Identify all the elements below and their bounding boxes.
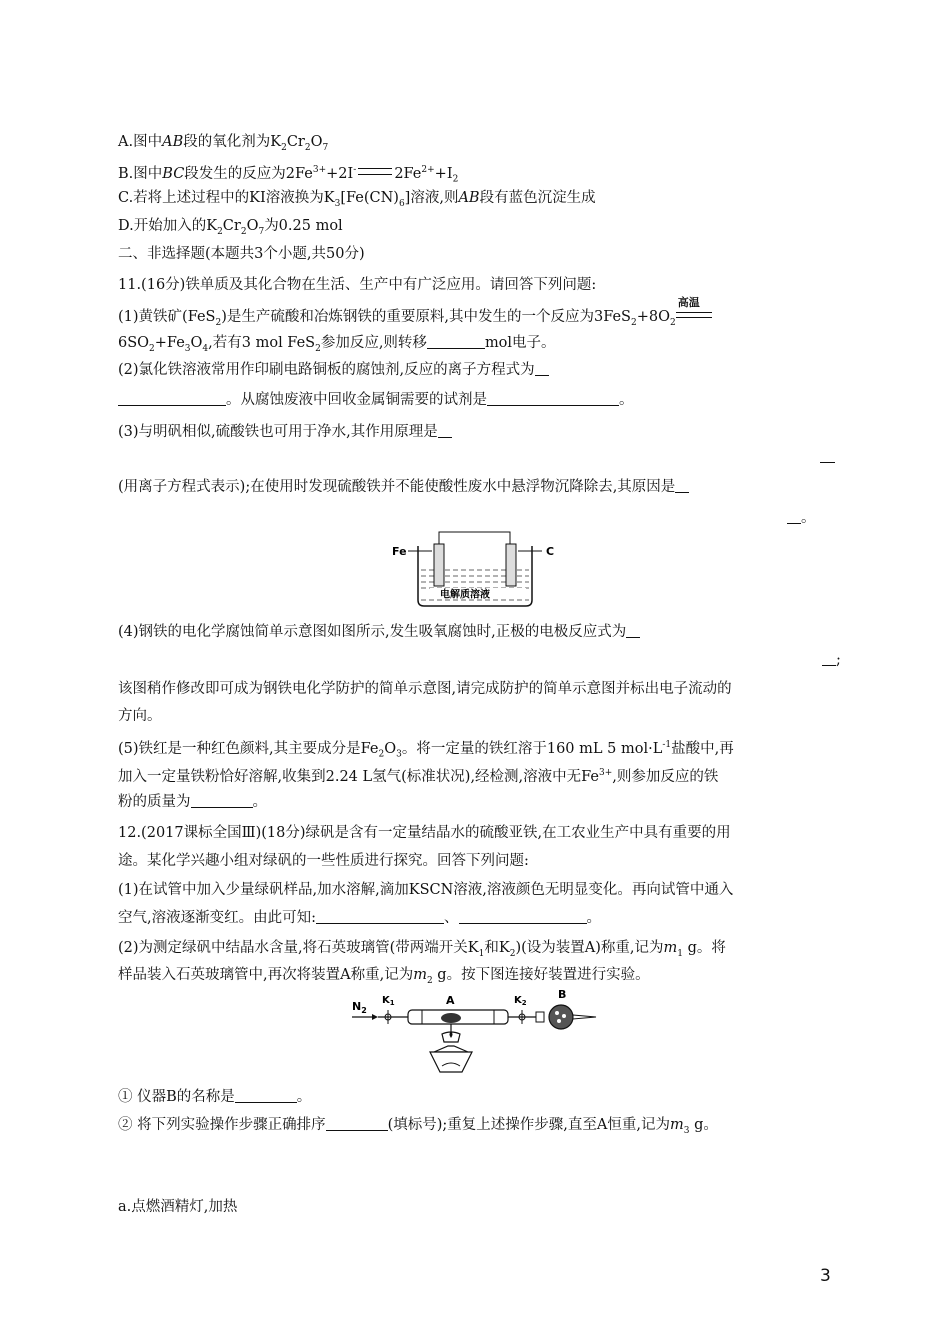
q12-part2-line1: (2)为测定绿矾中结晶水含量,将石英玻璃管(带两端开关$K_1$和$K_2$)(设为装置A)称重,记为$m_1$ g。将 <box>118 940 726 959</box>
answer-blank[interactable] <box>438 423 452 438</box>
answer-blank[interactable] <box>427 334 485 349</box>
answer-blank[interactable] <box>326 1116 388 1131</box>
q12-part2-line2: 样品装入石英玻璃管中,再次将装置A称重,记为$m_2$ g。按下图连接好装置进行实验。 <box>118 967 650 986</box>
answer-blank-continuation[interactable] <box>820 462 835 463</box>
answer-blank[interactable] <box>535 361 549 376</box>
answer-blank[interactable] <box>626 623 640 638</box>
option-b: B.图中BC段发生的反应为$2Fe^{3+}+2I^-$ $2Fe^{2+}+I_2$ <box>118 165 459 185</box>
answer-blank[interactable] <box>787 509 801 524</box>
q11-part3-line1: (3)与明矾相似,硫酸铁也可用于净水,其作用原理是 <box>118 422 452 442</box>
drying-tube-b <box>549 1005 573 1029</box>
q11-part5-line3: 粉的质量为 。 <box>118 794 267 810</box>
answer-blank[interactable] <box>316 909 444 924</box>
apparatus-figure <box>350 990 600 1080</box>
c-electrode <box>506 544 516 586</box>
a-label: A <box>446 994 455 1007</box>
n2-label: $N_2$ <box>352 1000 367 1015</box>
q11-part4-line2: ; <box>822 650 841 670</box>
answer-blank[interactable] <box>191 793 253 808</box>
equal-sign-icon <box>358 168 392 175</box>
option-c: C.若将上述过程中的KI溶液换为$K_3[Fe(CN)_6]$溶液,则AB段有蓝色沉淀生成 <box>118 190 596 209</box>
page-number: 3 <box>820 1266 831 1286</box>
q12-sub2: ② 将下列实验操作步骤正确排序 (填标号);重复上述操作步骤,直至A恒重,记为$m_3$ g。 <box>118 1117 718 1136</box>
section-heading: 二、非选择题(本题共3个小题,共50分) <box>118 246 365 262</box>
q12-sub1: ① 仪器B的名称是 。 <box>118 1089 312 1105</box>
sample <box>441 1013 461 1023</box>
q11-heading: 11.(16分)铁单质及其化合物在生活、生产中有广泛应用。请回答下列问题: <box>118 277 597 293</box>
answer-blank[interactable] <box>675 478 689 493</box>
b-label: B <box>558 990 567 1001</box>
q12-part1-line2: 空气,溶液逐渐变红。由此可知: 、 。 <box>118 910 601 926</box>
q11-part4-line3: 该图稍作修改即可成为钢铁电化学防护的简单示意图,请完成防护的简单示意图并标出电子流动的 <box>118 681 732 697</box>
q12-part1-line1: (1)在试管中加入少量绿矾样品,加水溶解,滴加KSCN溶液,溶液颜色无明显变化。再向试管中通入 <box>118 882 734 898</box>
fe-electrode <box>434 544 444 586</box>
q12-heading-line2: 途。某化学兴趣小组对绿矾的一些性质进行探究。回答下列问题: <box>118 853 529 869</box>
k2-label: $K_2$ <box>514 995 527 1007</box>
electrolyte-label: 电解质溶液 <box>440 589 490 601</box>
q11-part5-line2: 加入一定量铁粉恰好溶解,收集到2.24 L氢气(标准状况),经检测,溶液中无$Fe^{3+}$,则参加反应的铁 <box>118 768 719 785</box>
answer-blank[interactable] <box>118 391 226 406</box>
q11-part2-line2: 。从腐蚀废液中回收金属铜需要的试剂是 。 <box>118 390 634 410</box>
q12-step-a: a.点燃酒精灯,加热 <box>118 1199 238 1215</box>
q11-part3-line2: (用离子方程式表示);在使用时发现硫酸铁并不能使酸性废水中悬浮物沉降除去,其原因是 <box>118 477 689 497</box>
alcohol-lamp <box>430 1052 472 1072</box>
answer-blank[interactable] <box>487 391 619 406</box>
high-temp-condition: 高温 <box>676 307 712 323</box>
option-a: A.图中AB段的氧化剂为$K_2Cr_2O_7$ <box>118 134 329 153</box>
fe-label: Fe <box>392 545 407 558</box>
k1-label: $K_1$ <box>382 995 395 1007</box>
q11-part1-line1: (1)黄铁矿(FeS$_2$)是生产硫酸和冶炼钢铁的重要原料,其中发生的一个反应为$3FeS_2+8O_2$ 高温 <box>118 307 712 333</box>
answer-blank[interactable] <box>235 1088 297 1103</box>
q11-part2-line1: (2)氯化铁溶液常用作印刷电路铜板的腐蚀剂,反应的离子方程式为 <box>118 360 549 380</box>
answer-blank[interactable] <box>459 909 587 924</box>
q12-heading-line1: 12.(2017课标全国Ⅲ)(18分)绿矾是含有一定量结晶水的硫酸亚铁,在工农业生产中具有重要的用 <box>118 825 731 841</box>
q11-part4-line4: 方向。 <box>118 708 162 724</box>
answer-blank[interactable] <box>822 651 836 666</box>
q11-part1-line2: $6SO_2+Fe_3O_4$,若有3 mol FeS$_2$参加反应,则转移 mol电子。 <box>118 335 556 354</box>
option-d: D.开始加入的$K_2Cr_2O_7$为0.25 mol <box>118 218 343 237</box>
q11-part5-line1: (5)铁红是一种红色颜料,其主要成分是$Fe_2O_3$。将一定量的铁红溶于160 mL 5 $mol\cdot L^{-1}$盐酸中,再 <box>118 740 734 760</box>
q11-part4-line1: (4)钢铁的电化学腐蚀简单示意图如图所示,发生吸氧腐蚀时,正极的电极反应式为 <box>118 622 640 642</box>
corrosion-cell-figure <box>390 524 570 610</box>
q11-part3-line3: 。 <box>787 508 816 528</box>
c-label: C <box>546 545 555 558</box>
